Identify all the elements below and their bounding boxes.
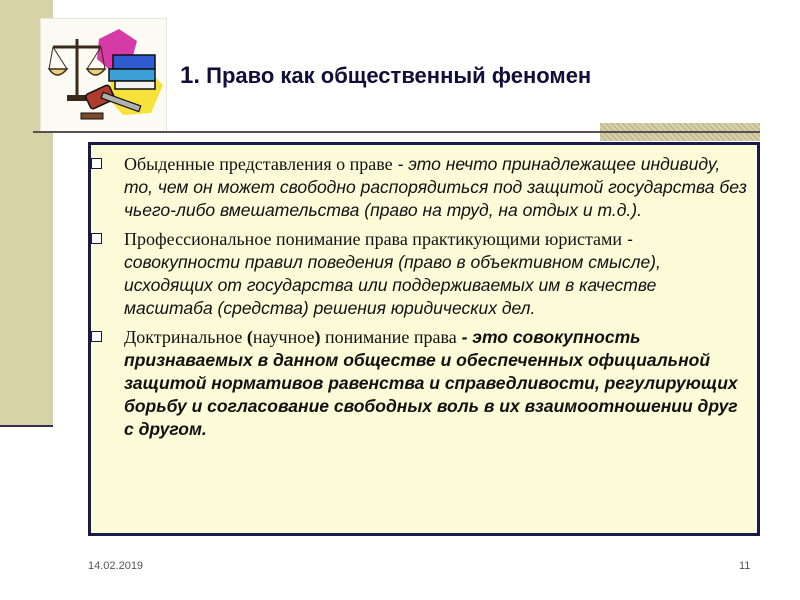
bullet-list (91, 153, 757, 447)
title-text: Право как общественный феномен (200, 63, 592, 88)
header-rule (33, 131, 760, 133)
square-bullet-icon (91, 233, 102, 244)
law-clipart-svg (41, 19, 166, 131)
bullet-item (91, 228, 757, 320)
left-band-rule (0, 425, 53, 427)
bullet-text: - это нечто принадлежащее индивиду, то, чем он может свободно распорядиться под защитой государства без чьего-либо вмешательства (право на труд, на отдых и т.д.). (124, 154, 747, 220)
title-number: 1. (180, 62, 201, 89)
bullet-item (91, 326, 757, 441)
bullet-lead: Доктринальное (124, 327, 247, 347)
square-bullet-icon (91, 158, 102, 169)
content-box (88, 142, 760, 536)
bullet-text: - совокупности правил поведения (право в объективном смысле), исходящих от государства или поддерживаемых им в качестве масштаба (средства) решения юридических дел. (124, 229, 661, 318)
law-clipart (40, 18, 167, 132)
footer-page-number: 11 (739, 560, 751, 572)
paren-close: ) (314, 327, 321, 347)
slide-title (180, 62, 780, 90)
bullet-text: - это совокупность признаваемых в данном обществе и обеспеченных официальной защитой нормативов равенства и справедливости, регулирующих борьбу и согласование свободных воль в их взаимоотношении друг с другом. (124, 327, 738, 439)
paren-open: ( (246, 327, 253, 347)
footer-date: 14.02.2019 (88, 560, 144, 572)
bullet-item (91, 153, 757, 222)
bullet-lead-end: понимание права (320, 327, 457, 347)
square-bullet-icon (91, 331, 102, 342)
bullet-lead-mid: научное (252, 327, 315, 347)
bullet-lead: Обыденные представления о праве (124, 154, 393, 174)
books-icon (109, 55, 155, 89)
bullet-lead: Профессиональное понимание права практикующими юристами (124, 229, 623, 249)
